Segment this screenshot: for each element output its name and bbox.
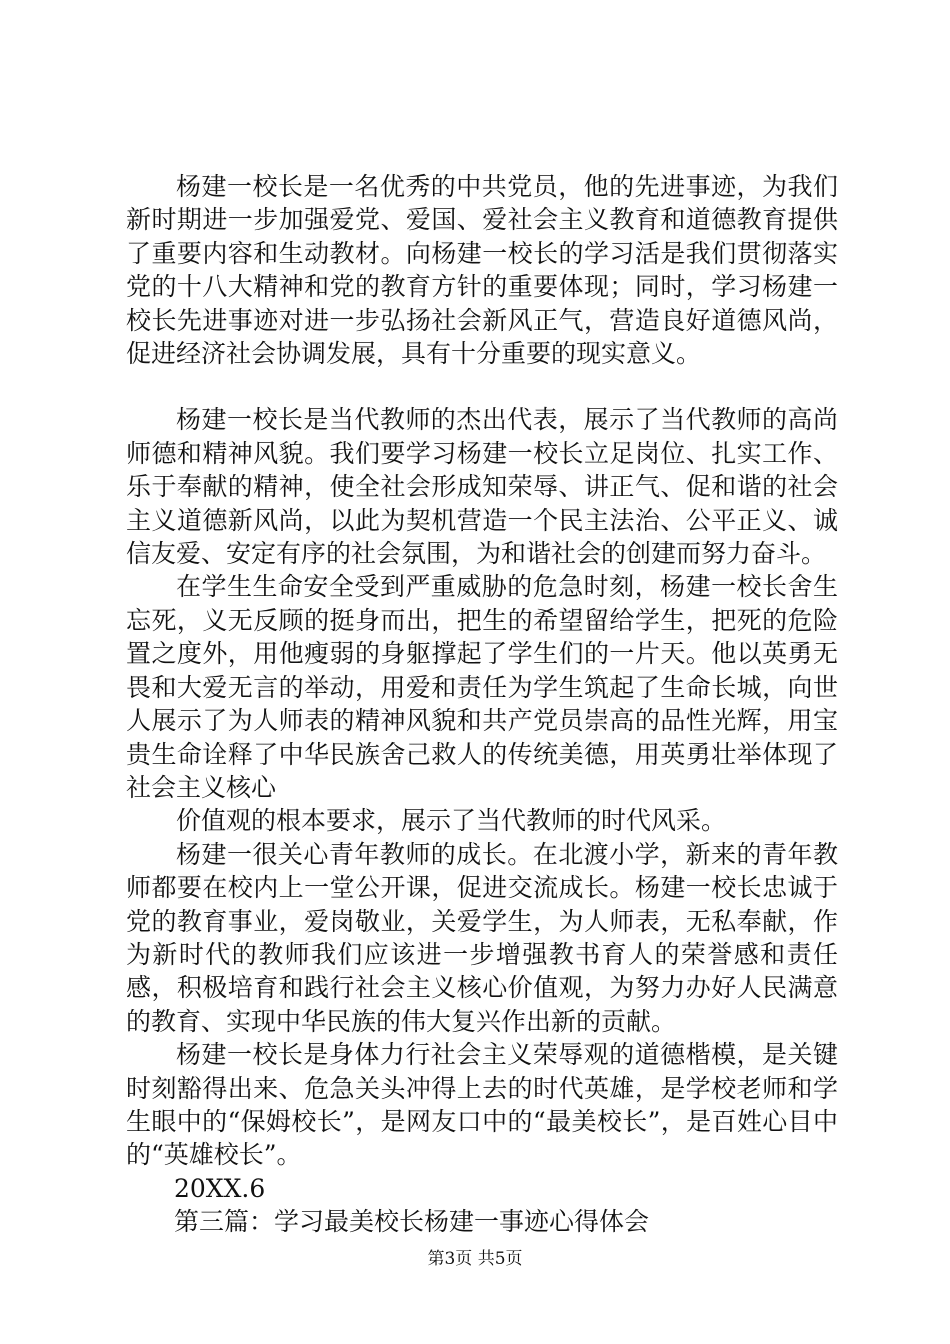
paragraph-5: 杨建一校长是身体力行社会主义荣辱观的道德楷模，是关键时刻豁得出来、危急关头冲得上去的时代英雄，是学校老师和学生眼中的“保姆校长”，是网友口中的“最美校长”，是百姓心目中的“英雄校长”。 bbox=[126, 1040, 838, 1170]
document-date: 20XX.6 bbox=[174, 1173, 266, 1203]
next-section-title: 第三篇：学习最美校长杨建一事迹心得体会 bbox=[174, 1207, 650, 1237]
page-footer: 第3页 共5页 bbox=[427, 1249, 523, 1269]
paragraph-2: 杨建一校长是当代教师的杰出代表，展示了当代教师的高尚师德和精神风貌。我们要学习杨建一校长立足岗位、扎实工作、乐于奉献的精神，使全社会形成知荣辱、讲正气、促和谐的社会主义道德新风尚，以此为契机营造一个民主法治、公平正义、诚信友爱、安定有序的社会氛围，为和谐社会的创建而努力奋斗。 bbox=[126, 405, 838, 569]
paragraph-3-continuation: 价值观的根本要求，展示了当代教师的时代风采。 bbox=[176, 806, 727, 836]
paragraph-4: 杨建一很关心青年教师的成长。在北渡小学，新来的青年教师都要在校内上一堂公开课，促进交流成长。杨建一校长忠诚于党的教育事业，爱岗敬业，关爱学生，为人师表，无私奉献，作为新时代的教师我们应该进一步增强教书育人的荣誉感和责任感，积极培育和践行社会主义核心价值观，为努力办好人民满意的教育、实现中华民族的伟大复兴作出新的贡献。 bbox=[126, 839, 838, 1036]
paragraph-1: 杨建一校长是一名优秀的中共党员，他的先进事迹，为我们新时期进一步加强爱党、爱国、爱社会主义教育和道德教育提供了重要内容和生动教材。向杨建一校长的学习活是我们贯彻落实党的十八大精神和党的教育方针的重要体现；同时，学习杨建一校长先进事迹对进一步弘扬社会新风正气，营造良好道德风尚，促进经济社会协调发展，具有十分重要的现实意义。 bbox=[126, 172, 838, 369]
document-body bbox=[126, 170, 838, 1239]
paragraph-3: 在学生生命安全受到严重威胁的危急时刻，杨建一校长舍生忘死，义无反顾的挺身而出，把生的希望留给学生，把死的危险置之度外，用他瘦弱的身躯撑起了学生们的一片天。他以英勇无畏和大爱无言的举动，用爱和责任为学生筑起了生命长城，向世人展示了为人师表的精神风貌和共产党员崇高的品性光辉，用宝贵生命诠释了中华民族舍己救人的传统美德，用英勇壮举体现了社会主义核心 bbox=[126, 572, 838, 802]
